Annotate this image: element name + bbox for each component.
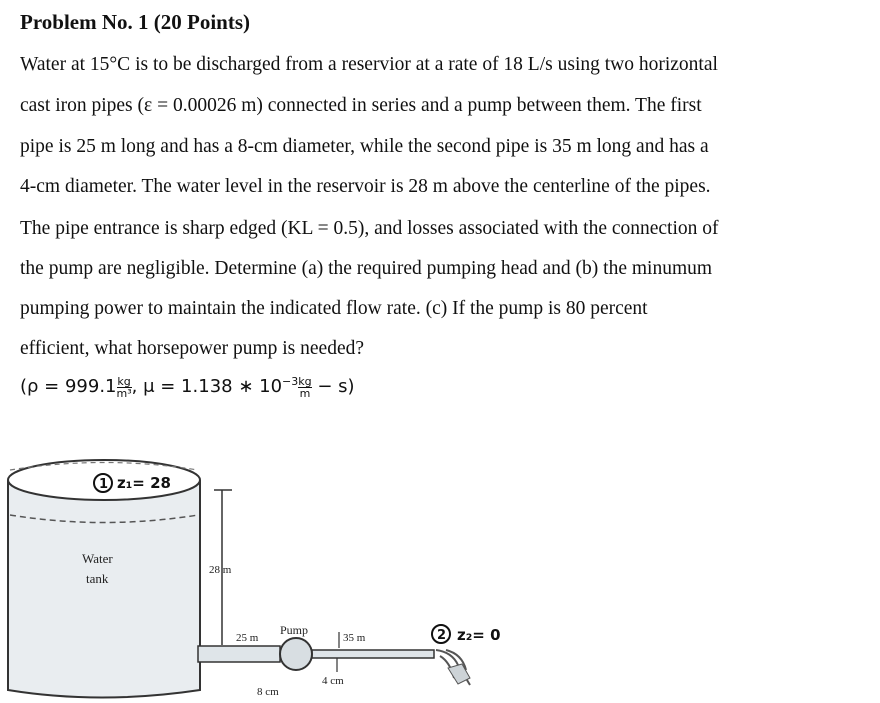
problem-text-line-3: pipe is 25 m long and has a 8-cm diameter, while the second pipe is 35 m long and has a bbox=[20, 136, 709, 157]
problem-text-line-6: the pump are negligible. Determine (a) the required pumping head and (b) the minumum bbox=[20, 258, 713, 279]
pump-label: Pump bbox=[280, 623, 309, 637]
problem-text-line-2: cast iron pipes (ε = 0.00026 m) connected in series and a pump between them. The first bbox=[20, 95, 702, 116]
pipe-2 bbox=[312, 650, 434, 658]
tank-label-line-2: tank bbox=[86, 571, 109, 586]
pipe-1-length-label: 25 m bbox=[236, 632, 259, 644]
pump bbox=[280, 638, 312, 670]
point-2-elevation: z₂= 0 bbox=[457, 626, 501, 644]
point-1-elevation: z₁= 28 bbox=[117, 474, 171, 492]
height-label: 28 m bbox=[209, 564, 232, 576]
problem-text-line-7: pumping power to maintain the indicated flow rate. (c) If the pump is 80 percent bbox=[20, 298, 648, 319]
point-2-number: 2 bbox=[437, 628, 447, 643]
density-unit: $\frac{kg}{\text{m³}}$ bbox=[116, 374, 132, 400]
pipe-2-length-label: 35 m bbox=[343, 632, 366, 644]
viscosity-unit: $\frac{kg}{m}$ bbox=[298, 374, 312, 400]
tank-label-line-1: Water bbox=[82, 551, 113, 566]
problem-text-line-1: Water at 15°C is to be discharged from a reservior at a rate of 18 L/s using two horizontal bbox=[20, 54, 718, 75]
viscosity-exponent: −3 bbox=[282, 375, 299, 388]
problem-text-line-8: efficient, what horsepower pump is needed? bbox=[20, 338, 365, 359]
viscosity-value: , μ = 1.138 ∗ 10 bbox=[131, 376, 283, 397]
pipe-1-diameter-label: 8 cm bbox=[257, 686, 279, 698]
viscosity-unit-suffix: − s) bbox=[317, 376, 355, 397]
water-jet bbox=[436, 650, 470, 685]
pipe-2-diameter-label: 4 cm bbox=[322, 675, 344, 687]
density-value: (ρ = 999.1 bbox=[20, 376, 117, 397]
problem-text-line-5: The pipe entrance is sharp edged (KL = 0.5), and losses associated with the connection of bbox=[20, 218, 719, 239]
problem-title: Problem No. 1 (20 Points) bbox=[20, 10, 251, 34]
point-1-number: 1 bbox=[99, 477, 109, 492]
problem-text-line-4: 4-cm diameter. The water level in the reservoir is 28 m above the centerline of the pipes. bbox=[20, 176, 711, 197]
pipe-1 bbox=[198, 646, 280, 662]
